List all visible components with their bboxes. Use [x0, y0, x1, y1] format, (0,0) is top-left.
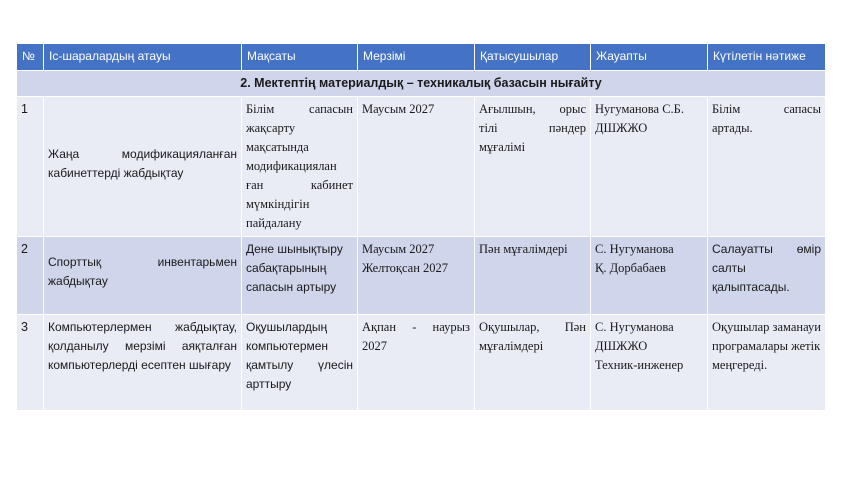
row-number: 3 [17, 315, 44, 411]
row-result [708, 315, 826, 411]
header-participants: Қатысушылар [475, 44, 591, 71]
row-participants [475, 97, 591, 237]
row-responsible [591, 315, 708, 411]
row-result [708, 237, 826, 315]
header-term: Мерзімі [358, 44, 475, 71]
row-participants-text: Ағылшын, орыс тілі пәндер мұғалімі [479, 102, 586, 154]
row-term [358, 97, 475, 237]
row-event-name-text: Компьютерлермен жабдықтау, қолданылу мерзімі аяқталған компьютерлерді есептен шығару [48, 320, 237, 372]
action-plan-table [16, 43, 826, 411]
row-number: 2 [17, 237, 44, 315]
header-goal: Мақсаты [242, 44, 358, 71]
row-goal [242, 315, 358, 411]
header-row [17, 44, 826, 71]
table-row [17, 237, 826, 315]
row-event-name-text: Спорттық инвентарьмен жабдықтау [48, 255, 237, 288]
row-event-name [44, 315, 242, 411]
table-row [17, 315, 826, 411]
table-row [17, 97, 826, 237]
section-title: 2. Мектептің материалдық – техникалық базасын нығайту [17, 71, 826, 97]
row-responsible-line-3: Техник-инженер [595, 358, 684, 372]
row-result-text: Салауатты өмір салты қалыптасады. [712, 242, 821, 294]
row-result-text: Білім сапасы артады. [712, 102, 821, 135]
row-participants-text: Пән мұғалімдері [479, 242, 568, 256]
row-result-text: Оқушылар заманауи програмалары жетік меңгереді. [712, 320, 821, 372]
row-event-name [44, 97, 242, 237]
row-responsible [591, 237, 708, 315]
row-result [708, 97, 826, 237]
row-term-text: Маусым 2027 [362, 102, 435, 116]
row-number: 1 [17, 97, 44, 237]
header-event-name: Іс-шаралардың атауы [44, 44, 242, 71]
row-responsible-line-2: ДШЖЖО [595, 339, 648, 353]
row-goal-text: Дене шынықтыру сабақтарының сапасын артыру [246, 242, 343, 294]
row-event-name-text: Жаңа модификацияланған кабинеттерді жабдықтау [48, 147, 237, 180]
row-responsible-line-1: Нугуманова С.Б. [595, 102, 684, 116]
row-term-line-2: Желтоқсан 2027 [362, 261, 449, 275]
row-participants [475, 237, 591, 315]
row-goal-text: Оқушылардың компьютермен қамтылу үлесін арттыру [246, 320, 353, 391]
row-term-line-1: Маусым 2027 [362, 242, 435, 256]
row-responsible-line-1: С. Нугуманова [595, 242, 674, 256]
row-term-text: Ақпан - наурыз 2027 [362, 320, 470, 353]
row-responsible-line-2: Қ. Дорбабаев [595, 261, 666, 275]
row-term [358, 237, 475, 315]
row-goal [242, 237, 358, 315]
row-responsible-line-2: ДШЖЖО [595, 121, 648, 135]
header-expected-result: Күтілетін нәтиже [708, 44, 826, 71]
row-term [358, 315, 475, 411]
row-goal-text: Білім сапасын жақсарту мақсатында модификациялан ған кабинет мүмкіндігін пайдалану [246, 102, 353, 230]
row-responsible-line-1: С. Нугуманова [595, 320, 674, 334]
header-number: № [17, 44, 44, 71]
section-row [17, 71, 826, 97]
row-goal [242, 97, 358, 237]
row-responsible [591, 97, 708, 237]
row-event-name [44, 237, 242, 315]
header-responsible: Жауапты [591, 44, 708, 71]
row-participants [475, 315, 591, 411]
row-participants-text: Оқушылар, Пән мұғалімдері [479, 320, 586, 353]
